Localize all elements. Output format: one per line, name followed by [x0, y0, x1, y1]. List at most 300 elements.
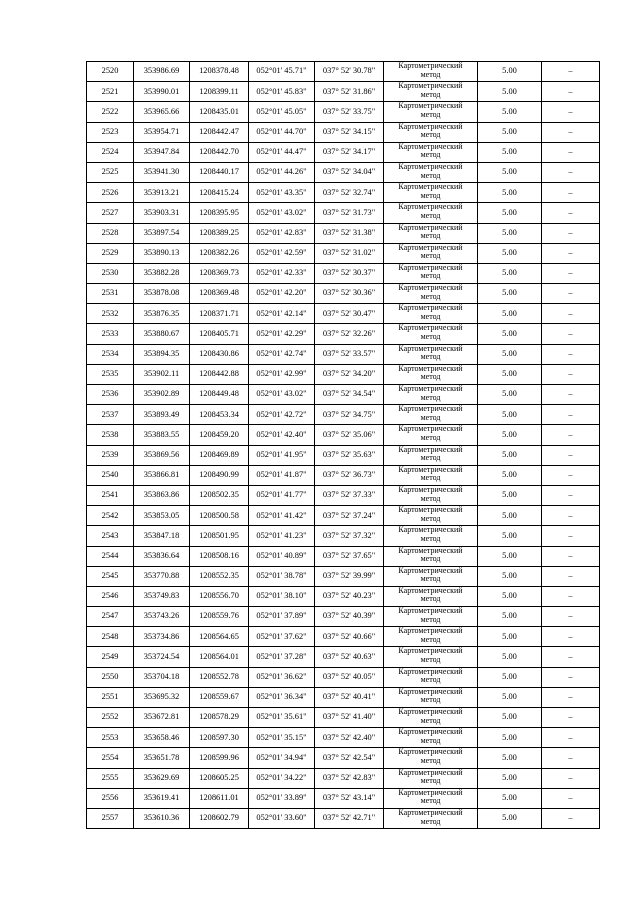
- note-cell: –: [542, 364, 600, 384]
- table-row: [87, 284, 600, 304]
- x-coordinate-cell: 353749.83: [134, 586, 190, 606]
- latitude-cell: 052°01' 45.05": [249, 102, 315, 122]
- longitude-cell: 037° 52' 35.06": [315, 425, 384, 445]
- latitude-cell: 052°01' 42.74": [249, 344, 315, 364]
- method-cell: [384, 62, 478, 82]
- note-cell: –: [542, 788, 600, 808]
- y-coordinate-cell: 1208459.20: [190, 425, 249, 445]
- table-row: [87, 82, 600, 102]
- x-coordinate-cell: 353990.01: [134, 82, 190, 102]
- method-cell: [384, 647, 478, 667]
- method-label-line2: метод: [420, 109, 441, 119]
- method-cell: [384, 627, 478, 647]
- method-label-line2: метод: [420, 755, 441, 765]
- y-coordinate-cell: 1208442.70: [190, 142, 249, 162]
- method-label-line1: Картометрический: [398, 182, 463, 192]
- accuracy-cell: 5.00: [478, 728, 542, 748]
- latitude-cell: 052°01' 42.14": [249, 304, 315, 324]
- note-cell: –: [542, 607, 600, 627]
- method-cell: [384, 385, 478, 405]
- method-cell: [384, 364, 478, 384]
- method-label-line1: Картометрический: [398, 525, 463, 535]
- point-number-cell: 2534: [87, 344, 134, 364]
- accuracy-cell: 5.00: [478, 808, 542, 828]
- y-coordinate-cell: 1208552.35: [190, 566, 249, 586]
- latitude-cell: 052°01' 43.35": [249, 183, 315, 203]
- point-number-cell: 2551: [87, 687, 134, 707]
- x-coordinate-cell: 353836.64: [134, 546, 190, 566]
- point-number-cell: 2524: [87, 142, 134, 162]
- y-coordinate-cell: 1208502.35: [190, 485, 249, 505]
- method-label-line2: метод: [420, 251, 441, 261]
- accuracy-cell: 5.00: [478, 465, 542, 485]
- method-label-line1: Картометрический: [398, 646, 463, 656]
- y-coordinate-cell: 1208440.17: [190, 162, 249, 182]
- method-cell: [384, 344, 478, 364]
- point-number-cell: 2526: [87, 183, 134, 203]
- latitude-cell: 052°01' 45.71": [249, 62, 315, 82]
- method-label-line2: метод: [420, 554, 441, 564]
- note-cell: –: [542, 566, 600, 586]
- x-coordinate-cell: 353770.88: [134, 566, 190, 586]
- note-cell: –: [542, 506, 600, 526]
- note-cell: –: [542, 647, 600, 667]
- method-label-line1: Картометрический: [398, 808, 463, 817]
- longitude-cell: 037° 52' 31.38": [315, 223, 384, 243]
- method-cell: [384, 183, 478, 203]
- table-row: [87, 808, 600, 828]
- note-cell: –: [542, 667, 600, 687]
- method-cell: [384, 263, 478, 283]
- table-body: [87, 62, 600, 829]
- y-coordinate-cell: 1208369.48: [190, 284, 249, 304]
- longitude-cell: 037° 52' 40.05": [315, 667, 384, 687]
- longitude-cell: 037° 52' 42.54": [315, 748, 384, 768]
- y-coordinate-cell: 1208599.96: [190, 748, 249, 768]
- latitude-cell: 052°01' 44.26": [249, 162, 315, 182]
- point-number-cell: 2521: [87, 82, 134, 102]
- x-coordinate-cell: 353941.30: [134, 162, 190, 182]
- accuracy-cell: 5.00: [478, 485, 542, 505]
- method-label-line1: Картометрический: [398, 162, 463, 171]
- method-label-line1: Картометрический: [398, 727, 463, 737]
- accuracy-cell: 5.00: [478, 82, 542, 102]
- note-cell: –: [542, 263, 600, 283]
- accuracy-cell: 5.00: [478, 667, 542, 687]
- latitude-cell: 052°01' 44.47": [249, 142, 315, 162]
- y-coordinate-cell: 1208578.29: [190, 708, 249, 728]
- method-label-line1: Картометрический: [398, 364, 463, 373]
- note-cell: –: [542, 708, 600, 728]
- method-label-line1: Картометрический: [398, 606, 463, 616]
- latitude-cell: 052°01' 44.70": [249, 122, 315, 142]
- longitude-cell: 037° 52' 33.75": [315, 102, 384, 122]
- table-row: [87, 667, 600, 687]
- accuracy-cell: 5.00: [478, 607, 542, 627]
- x-coordinate-cell: 353893.49: [134, 405, 190, 425]
- x-coordinate-cell: 353878.08: [134, 284, 190, 304]
- point-number-cell: 2552: [87, 708, 134, 728]
- longitude-cell: 037° 52' 34.15": [315, 122, 384, 142]
- point-number-cell: 2549: [87, 647, 134, 667]
- method-cell: [384, 465, 478, 485]
- method-cell: [384, 506, 478, 526]
- note-cell: –: [542, 526, 600, 546]
- note-cell: –: [542, 425, 600, 445]
- method-label-line2: метод: [420, 311, 441, 321]
- table-row: [87, 405, 600, 425]
- table-row: [87, 728, 600, 748]
- point-number-cell: 2546: [87, 586, 134, 606]
- longitude-cell: 037° 52' 34.54": [315, 385, 384, 405]
- x-coordinate-cell: 353890.13: [134, 243, 190, 263]
- method-label-line1: Картометрический: [398, 445, 463, 454]
- longitude-cell: 037° 52' 43.14": [315, 788, 384, 808]
- table-row: [87, 102, 600, 122]
- accuracy-cell: 5.00: [478, 768, 542, 788]
- method-label-line1: Картометрический: [398, 344, 463, 353]
- y-coordinate-cell: 1208556.70: [190, 586, 249, 606]
- x-coordinate-cell: 353610.36: [134, 808, 190, 828]
- method-label-line2: метод: [420, 796, 441, 806]
- x-coordinate-cell: 353965.66: [134, 102, 190, 122]
- x-coordinate-cell: 353619.41: [134, 788, 190, 808]
- latitude-cell: 052°01' 34.22": [249, 768, 315, 788]
- accuracy-cell: 5.00: [478, 263, 542, 283]
- point-number-cell: 2542: [87, 506, 134, 526]
- longitude-cell: 037° 52' 40.39": [315, 607, 384, 627]
- accuracy-cell: 5.00: [478, 284, 542, 304]
- x-coordinate-cell: 353869.56: [134, 445, 190, 465]
- latitude-cell: 052°01' 43.02": [249, 385, 315, 405]
- latitude-cell: 052°01' 41.87": [249, 465, 315, 485]
- longitude-cell: 037° 52' 40.63": [315, 647, 384, 667]
- y-coordinate-cell: 1208442.88: [190, 364, 249, 384]
- longitude-cell: 037° 52' 31.02": [315, 243, 384, 263]
- latitude-cell: 052°01' 41.42": [249, 506, 315, 526]
- x-coordinate-cell: 353863.86: [134, 485, 190, 505]
- x-coordinate-cell: 353903.31: [134, 203, 190, 223]
- x-coordinate-cell: 353894.35: [134, 344, 190, 364]
- y-coordinate-cell: 1208369.73: [190, 263, 249, 283]
- table-row: [87, 385, 600, 405]
- longitude-cell: 037° 52' 42.40": [315, 728, 384, 748]
- method-label-line2: метод: [420, 655, 441, 665]
- latitude-cell: 052°01' 40.89": [249, 546, 315, 566]
- method-label-line2: метод: [420, 533, 441, 543]
- method-label-line1: Картометрический: [398, 61, 463, 70]
- method-label-line2: метод: [420, 271, 441, 281]
- y-coordinate-cell: 1208605.25: [190, 768, 249, 788]
- note-cell: –: [542, 62, 600, 82]
- point-number-cell: 2544: [87, 546, 134, 566]
- method-cell: [384, 122, 478, 142]
- x-coordinate-cell: 353902.89: [134, 385, 190, 405]
- longitude-cell: 037° 52' 36.73": [315, 465, 384, 485]
- longitude-cell: 037° 52' 40.66": [315, 627, 384, 647]
- table-row: [87, 223, 600, 243]
- method-label-line2: метод: [420, 190, 441, 200]
- method-label-line2: метод: [420, 695, 441, 705]
- method-label-line1: Картометрический: [398, 122, 463, 131]
- method-cell: [384, 788, 478, 808]
- method-cell: [384, 566, 478, 586]
- note-cell: –: [542, 445, 600, 465]
- method-label-line1: Картометрический: [398, 626, 463, 636]
- method-cell: [384, 667, 478, 687]
- x-coordinate-cell: 353672.81: [134, 708, 190, 728]
- point-number-cell: 2537: [87, 405, 134, 425]
- point-number-cell: 2555: [87, 768, 134, 788]
- accuracy-cell: 5.00: [478, 405, 542, 425]
- x-coordinate-cell: 353724.54: [134, 647, 190, 667]
- x-coordinate-cell: 353651.78: [134, 748, 190, 768]
- x-coordinate-cell: 353947.84: [134, 142, 190, 162]
- note-cell: –: [542, 586, 600, 606]
- longitude-cell: 037° 52' 30.36": [315, 284, 384, 304]
- x-coordinate-cell: 353880.67: [134, 324, 190, 344]
- method-label-line2: метод: [420, 715, 441, 725]
- y-coordinate-cell: 1208453.34: [190, 405, 249, 425]
- note-cell: –: [542, 203, 600, 223]
- y-coordinate-cell: 1208602.79: [190, 808, 249, 828]
- longitude-cell: 037° 52' 34.20": [315, 364, 384, 384]
- point-number-cell: 2528: [87, 223, 134, 243]
- method-cell: [384, 607, 478, 627]
- accuracy-cell: 5.00: [478, 324, 542, 344]
- accuracy-cell: 5.00: [478, 385, 542, 405]
- method-label-line2: метод: [420, 89, 441, 99]
- longitude-cell: 037° 52' 42.71": [315, 808, 384, 828]
- method-label-line1: Картометрический: [398, 566, 463, 575]
- note-cell: –: [542, 465, 600, 485]
- method-label-line2: метод: [420, 150, 441, 160]
- latitude-cell: 052°01' 36.34": [249, 687, 315, 707]
- table-row: [87, 445, 600, 465]
- y-coordinate-cell: 1208435.01: [190, 102, 249, 122]
- x-coordinate-cell: 353897.54: [134, 223, 190, 243]
- latitude-cell: 052°01' 33.60": [249, 808, 315, 828]
- table-row: [87, 526, 600, 546]
- latitude-cell: 052°01' 42.20": [249, 284, 315, 304]
- latitude-cell: 052°01' 42.40": [249, 425, 315, 445]
- accuracy-cell: 5.00: [478, 506, 542, 526]
- table-row: [87, 304, 600, 324]
- point-number-cell: 2531: [87, 284, 134, 304]
- point-number-cell: 2557: [87, 808, 134, 828]
- longitude-cell: 037° 52' 34.04": [315, 162, 384, 182]
- longitude-cell: 037° 52' 33.57": [315, 344, 384, 364]
- table-row: [87, 647, 600, 667]
- table-row: [87, 263, 600, 283]
- table-row: [87, 122, 600, 142]
- method-label-line1: Картометрический: [398, 404, 463, 414]
- longitude-cell: 037° 52' 39.99": [315, 566, 384, 586]
- y-coordinate-cell: 1208552.78: [190, 667, 249, 687]
- latitude-cell: 052°01' 38.78": [249, 566, 315, 586]
- table-row: [87, 586, 600, 606]
- latitude-cell: 052°01' 41.77": [249, 485, 315, 505]
- table-row: [87, 506, 600, 526]
- method-label-line2: метод: [420, 392, 441, 402]
- x-coordinate-cell: 353695.32: [134, 687, 190, 707]
- method-label-line1: Картометрический: [398, 505, 463, 515]
- y-coordinate-cell: 1208500.58: [190, 506, 249, 526]
- method-label-line2: метод: [420, 210, 441, 220]
- method-label-line2: метод: [420, 574, 441, 584]
- point-number-cell: 2532: [87, 304, 134, 324]
- method-label-line1: Картометрический: [398, 546, 463, 555]
- method-label-line1: Картометрический: [398, 667, 463, 676]
- accuracy-cell: 5.00: [478, 62, 542, 82]
- note-cell: –: [542, 344, 600, 364]
- method-cell: [384, 748, 478, 768]
- method-label-line1: Картометрический: [398, 223, 463, 232]
- y-coordinate-cell: 1208564.65: [190, 627, 249, 647]
- point-number-cell: 2550: [87, 667, 134, 687]
- latitude-cell: 052°01' 42.83": [249, 223, 315, 243]
- method-label-line2: метод: [420, 432, 441, 442]
- table-row: [87, 62, 600, 82]
- note-cell: –: [542, 304, 600, 324]
- longitude-cell: 037° 52' 30.78": [315, 62, 384, 82]
- x-coordinate-cell: 353883.55: [134, 425, 190, 445]
- table-row: [87, 485, 600, 505]
- y-coordinate-cell: 1208371.71: [190, 304, 249, 324]
- method-label-line2: метод: [420, 231, 441, 241]
- table-row: [87, 162, 600, 182]
- note-cell: –: [542, 243, 600, 263]
- point-number-cell: 2525: [87, 162, 134, 182]
- y-coordinate-cell: 1208597.30: [190, 728, 249, 748]
- longitude-cell: 037° 52' 32.26": [315, 324, 384, 344]
- accuracy-cell: 5.00: [478, 566, 542, 586]
- accuracy-cell: 5.00: [478, 708, 542, 728]
- longitude-cell: 037° 52' 30.37": [315, 263, 384, 283]
- method-label-line1: Картометрический: [398, 202, 463, 212]
- note-cell: –: [542, 627, 600, 647]
- note-cell: –: [542, 546, 600, 566]
- table-row: [87, 687, 600, 707]
- x-coordinate-cell: 353954.71: [134, 122, 190, 142]
- latitude-cell: 052°01' 38.10": [249, 586, 315, 606]
- method-label-line2: метод: [420, 352, 441, 362]
- point-number-cell: 2547: [87, 607, 134, 627]
- y-coordinate-cell: 1208490.99: [190, 465, 249, 485]
- latitude-cell: 052°01' 33.89": [249, 788, 315, 808]
- longitude-cell: 037° 52' 37.33": [315, 485, 384, 505]
- method-cell: [384, 485, 478, 505]
- y-coordinate-cell: 1208559.76: [190, 607, 249, 627]
- latitude-cell: 052°01' 42.33": [249, 263, 315, 283]
- point-number-cell: 2540: [87, 465, 134, 485]
- method-label-line2: метод: [420, 473, 441, 483]
- note-cell: –: [542, 808, 600, 828]
- point-number-cell: 2535: [87, 364, 134, 384]
- longitude-cell: 037° 52' 31.86": [315, 82, 384, 102]
- x-coordinate-cell: 353986.69: [134, 62, 190, 82]
- table-row: [87, 788, 600, 808]
- table-row: [87, 142, 600, 162]
- point-number-cell: 2556: [87, 788, 134, 808]
- method-label-line1: Картометрический: [398, 788, 463, 797]
- method-label-line1: Картометрический: [398, 101, 463, 111]
- latitude-cell: 052°01' 42.99": [249, 364, 315, 384]
- accuracy-cell: 5.00: [478, 344, 542, 364]
- table-row: [87, 344, 600, 364]
- longitude-cell: 037° 52' 35.63": [315, 445, 384, 465]
- table-row: [87, 546, 600, 566]
- accuracy-cell: 5.00: [478, 788, 542, 808]
- accuracy-cell: 5.00: [478, 526, 542, 546]
- method-label-line1: Картометрический: [398, 81, 463, 91]
- method-label-line2: метод: [420, 634, 441, 644]
- method-label-line2: метод: [420, 594, 441, 604]
- y-coordinate-cell: 1208378.48: [190, 62, 249, 82]
- method-label-line2: метод: [420, 69, 441, 79]
- y-coordinate-cell: 1208430.86: [190, 344, 249, 364]
- point-number-cell: 2545: [87, 566, 134, 586]
- method-label-line1: Картометрический: [398, 485, 463, 494]
- latitude-cell: 052°01' 42.29": [249, 324, 315, 344]
- point-number-cell: 2529: [87, 243, 134, 263]
- table-row: [87, 425, 600, 445]
- method-label-line2: метод: [420, 170, 441, 180]
- accuracy-cell: 5.00: [478, 748, 542, 768]
- method-cell: [384, 687, 478, 707]
- point-number-cell: 2543: [87, 526, 134, 546]
- x-coordinate-cell: 353704.18: [134, 667, 190, 687]
- table-row: [87, 364, 600, 384]
- method-label-line2: метод: [420, 493, 441, 503]
- table-row: [87, 324, 600, 344]
- longitude-cell: 037° 52' 31.73": [315, 203, 384, 223]
- latitude-cell: 052°01' 41.95": [249, 445, 315, 465]
- method-label-line1: Картометрический: [398, 707, 463, 716]
- method-label-line1: Картометрический: [398, 142, 463, 151]
- method-label-line1: Картометрический: [398, 687, 463, 696]
- method-label-line1: Картометрический: [398, 283, 463, 293]
- method-label-line1: Картометрический: [398, 243, 463, 252]
- y-coordinate-cell: 1208449.48: [190, 385, 249, 405]
- note-cell: –: [542, 687, 600, 707]
- y-coordinate-cell: 1208611.01: [190, 788, 249, 808]
- accuracy-cell: 5.00: [478, 425, 542, 445]
- note-cell: –: [542, 102, 600, 122]
- method-label-line2: метод: [420, 614, 441, 624]
- note-cell: –: [542, 284, 600, 304]
- note-cell: –: [542, 162, 600, 182]
- table-row: [87, 183, 600, 203]
- x-coordinate-cell: 353866.81: [134, 465, 190, 485]
- latitude-cell: 052°01' 35.15": [249, 728, 315, 748]
- accuracy-cell: 5.00: [478, 122, 542, 142]
- x-coordinate-cell: 353882.28: [134, 263, 190, 283]
- accuracy-cell: 5.00: [478, 162, 542, 182]
- method-cell: [384, 304, 478, 324]
- point-number-cell: 2538: [87, 425, 134, 445]
- method-label-line1: Картометрический: [398, 768, 463, 777]
- latitude-cell: 052°01' 43.02": [249, 203, 315, 223]
- method-cell: [384, 808, 478, 828]
- method-cell: [384, 425, 478, 445]
- method-cell: [384, 102, 478, 122]
- method-label-line2: метод: [420, 372, 441, 382]
- y-coordinate-cell: 1208389.25: [190, 223, 249, 243]
- table-row: [87, 708, 600, 728]
- accuracy-cell: 5.00: [478, 304, 542, 324]
- accuracy-cell: 5.00: [478, 627, 542, 647]
